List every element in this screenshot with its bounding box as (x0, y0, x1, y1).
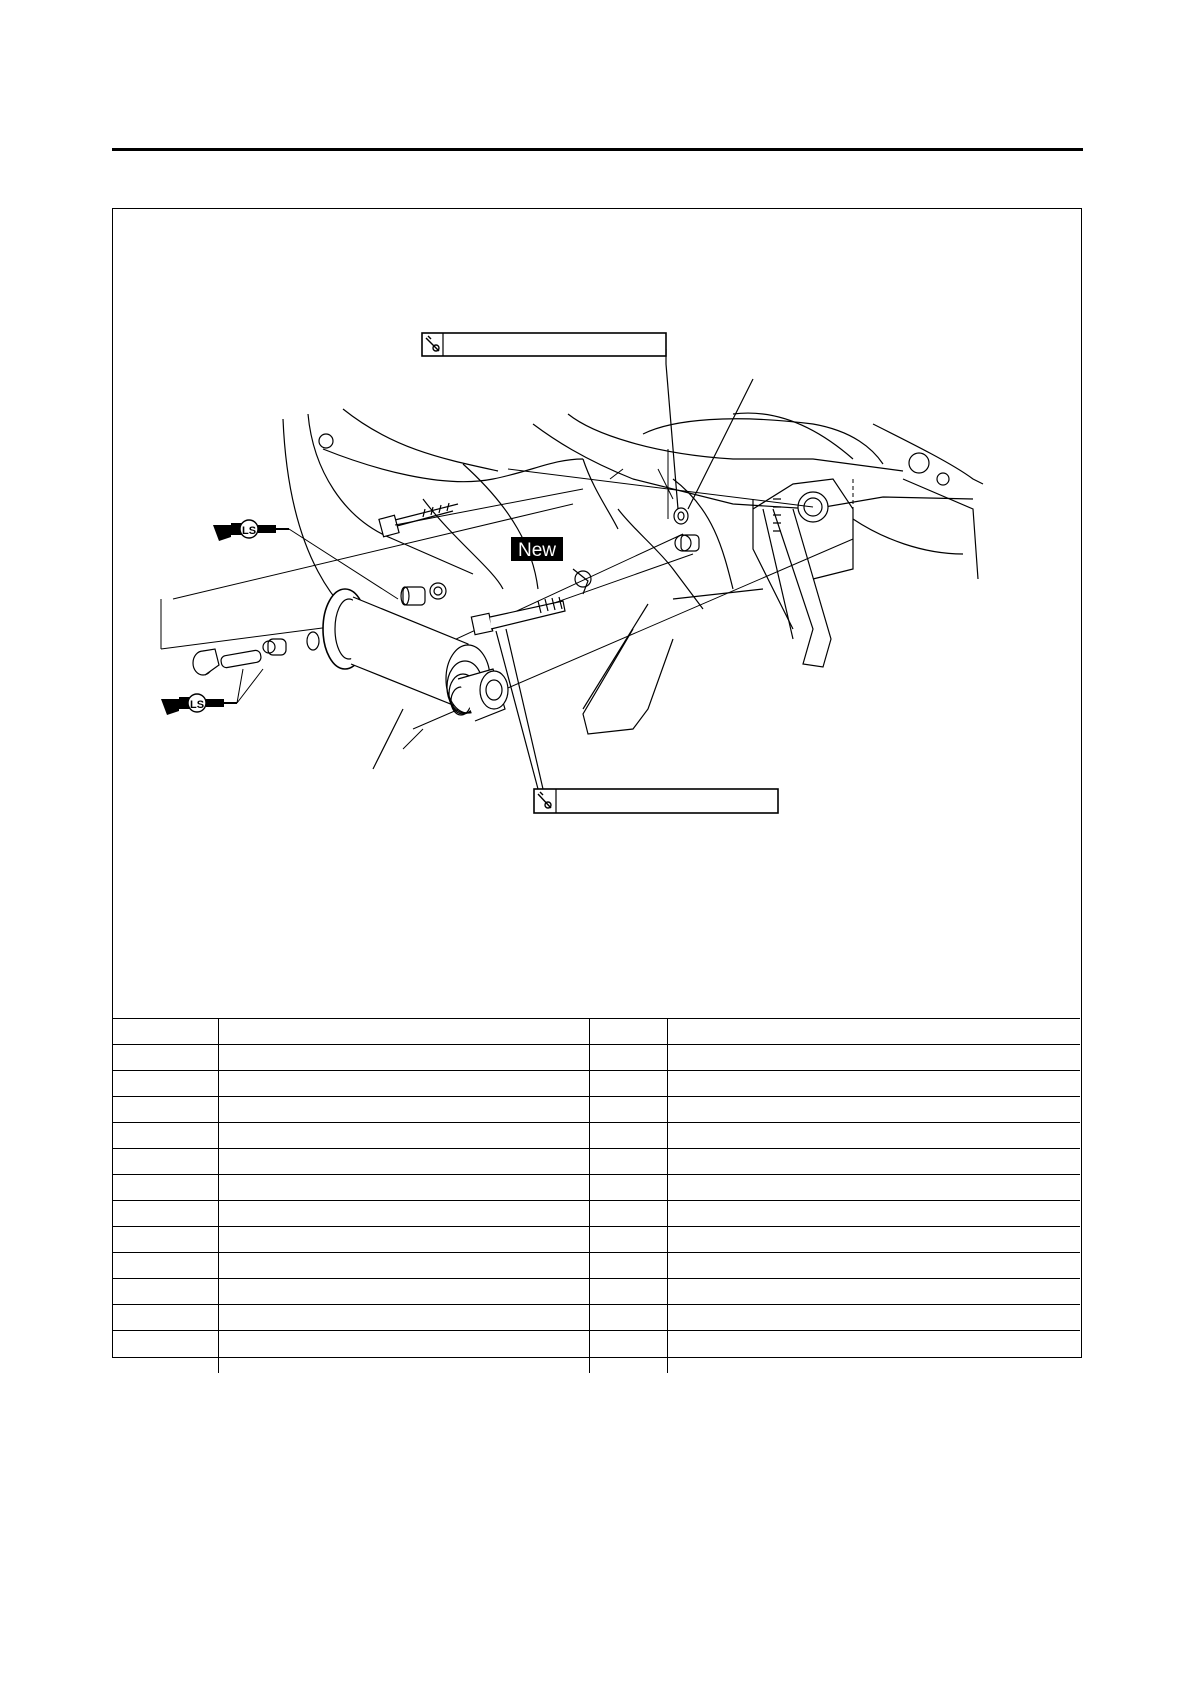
table-row (113, 1253, 1080, 1279)
table-row (113, 1331, 1080, 1374)
table-row (113, 1097, 1080, 1123)
torque-spec-box-bottom[interactable] (534, 789, 778, 813)
grease-gun-icon (161, 669, 263, 715)
exploded-diagram (113, 209, 1080, 1019)
table-row (113, 1045, 1080, 1071)
parts-table (113, 1018, 1080, 1373)
new-badge-text: New (517, 540, 557, 561)
grease-gun-icon (213, 520, 398, 599)
ls-label-top: LS (241, 525, 257, 537)
table-row (113, 1279, 1080, 1305)
leader-to-nut-2 (688, 379, 753, 509)
figure-frame (112, 208, 1082, 1358)
parts-table-body (113, 1019, 1080, 1374)
upper-mounting-bolt (379, 503, 458, 537)
table-row (113, 1149, 1080, 1175)
table-row (113, 1201, 1080, 1227)
new-part-badge (511, 537, 563, 561)
table-row (113, 1305, 1080, 1331)
torque-spec-box-top[interactable] (422, 333, 666, 356)
assembly-leaders (161, 449, 853, 749)
table-row (113, 1071, 1080, 1097)
table-row (113, 1123, 1080, 1149)
center-stand (583, 509, 831, 734)
diagram-drawing (113, 209, 1080, 1019)
table-row (113, 1019, 1080, 1045)
table-row (113, 1175, 1080, 1201)
header-rule (112, 148, 1083, 151)
ls-label-bottom: LS (189, 699, 205, 711)
table-row (113, 1227, 1080, 1253)
